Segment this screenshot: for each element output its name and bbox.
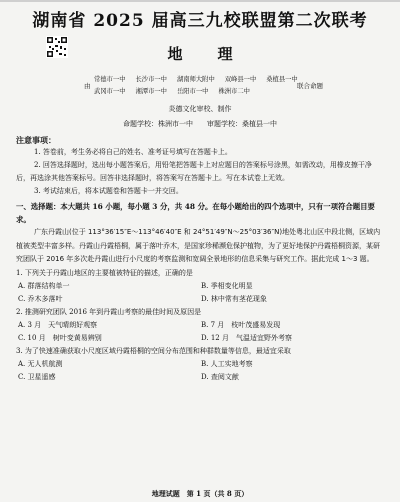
- question-stem: 1. 下列关于丹霞山地区的主要植被特征的描述，正确的是: [16, 268, 193, 277]
- question-stem: 2. 推测研究团队 2016 年到丹霞山考察的最佳时间及原因是: [16, 307, 202, 316]
- school-name: 双峰县一中: [224, 76, 257, 83]
- option: B. 人工实地考察: [201, 359, 253, 368]
- option: C. 乔木多落叶: [18, 294, 63, 303]
- option: C. 卫星遥感: [18, 372, 56, 381]
- school-name: 桑植县一中: [266, 76, 298, 83]
- section-heading: 一、选择题：本大题共 16 小题，每小题 3 分，共 48 分。在每小题给出的四个选项中，只有一项符合题目要求。: [16, 202, 375, 224]
- reading-material: 广东丹霞山(位于 113°36′15″E～113°46′40″E 和 24°51′49″N～25°03′36″N)地处粤北山区中段北侧，区域内植被类型丰富多样。丹霞山丹霞梧桐，属于落叶乔木，是国家珍稀濒危保护植物，为了更好地保护丹霞梧桐资源，某研究团队于 2016 年多次赴丹霞山进行小尺度的考察监测和宽阔全景地形的信息采集与研究工作。据此完成 1～3 题。: [16, 228, 381, 263]
- school-name: 湘潭市一中: [135, 88, 167, 95]
- school-lead-right: 联合命题: [297, 82, 323, 90]
- option: D. 12 月 气温适宜野外考察: [201, 333, 292, 342]
- option: A. 群落结构单一: [18, 281, 70, 290]
- notice-item: 3. 考试结束后，将本试题卷和答题卡一并交回。: [34, 187, 183, 195]
- review-credit: 炎德文化审校、制作: [168, 105, 232, 113]
- school-lead-left: 由: [84, 82, 91, 90]
- option: D. 林中常有茎花现象: [201, 294, 267, 303]
- question-options: [16, 280, 384, 306]
- notice-item: 2. 回答选择题时，选出每小题答案后，用铅笔把答题卡上对应题目的答案标号涂黑，如需改动，用橡皮擦干净后，再选涂其他答案标号。回答非选择题时，将答案写在答题卡上。写在本试卷上无效。: [16, 161, 372, 182]
- qr-code-icon: [46, 36, 68, 58]
- question-options: [16, 358, 384, 384]
- option: B. 7 月 枝叶茂盛易发现: [201, 320, 281, 329]
- exam-title: 湖南省 2025 届高三九校联盟第二次联考: [32, 11, 368, 31]
- school-name: 株洲市二中: [218, 88, 250, 95]
- option: C. 10 月 树叶变黄易辨别: [18, 333, 102, 342]
- subject-title: 地 理: [167, 45, 243, 63]
- school-name: 常德市一中: [94, 76, 126, 83]
- question-options: [16, 319, 384, 345]
- school-list: [84, 74, 334, 98]
- school-name: 湖南师大附中: [176, 76, 215, 83]
- school-name: 武冈市一中: [94, 88, 126, 95]
- option: B. 季相变化明显: [201, 281, 253, 290]
- page-footer: 地理试题 第 1 页（共 8 页）: [151, 489, 249, 498]
- school-name: 岳阳市一中: [176, 88, 209, 95]
- notice-item: 1. 答卷前，考生务必将自己的姓名、准考证号填写在答题卡上。: [34, 148, 232, 156]
- option: D. 查阅文献: [201, 372, 239, 381]
- notice-title: 注意事项：: [16, 135, 56, 145]
- author-credit: 命题学校：株洲市一中 审题学校：桑植县一中: [123, 120, 277, 128]
- option: A. 3 月 天气晴朗好观察: [18, 320, 98, 329]
- top-border: [0, 0, 400, 2]
- school-name: 长沙市一中: [135, 76, 167, 83]
- option: A. 无人机航测: [18, 359, 63, 368]
- question-stem: 3. 为了快速准确获取小尺度区域丹霞梧桐的空间分布范围和种群数量等信息，最适宜采取: [16, 346, 291, 355]
